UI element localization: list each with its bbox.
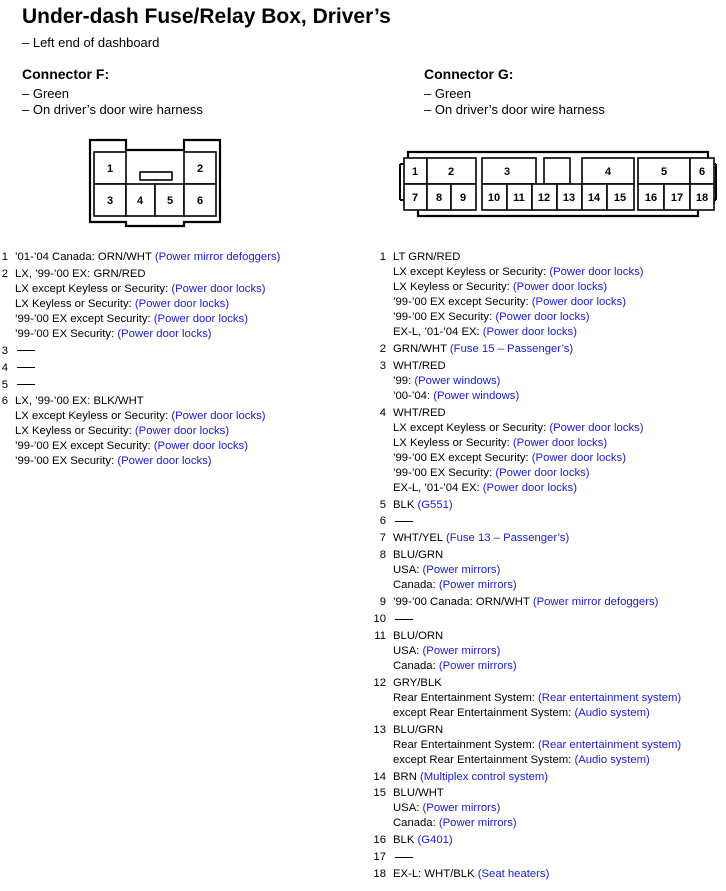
circuit-text: WHT/YEL	[393, 532, 446, 545]
connector-g-pin-11	[372, 629, 681, 674]
circuit-text: ’01-’04 Canada: ORN/WHT	[15, 251, 155, 263]
pin-detail-line	[372, 451, 681, 466]
circuit-text: BRN	[393, 770, 420, 783]
connector-g-cavity-label: 3	[503, 166, 511, 178]
circuit-text: LX Keyless or Security:	[393, 436, 513, 449]
system-reference-link[interactable]: (Power door locks)	[482, 481, 577, 494]
connector-g-pin-2	[372, 342, 681, 357]
system-reference-link[interactable]: (Power door locks)	[171, 282, 266, 295]
pin-detail-line	[372, 310, 681, 325]
circuit-text: Rear Entertainment System:	[393, 738, 539, 751]
connector-g-pin-6	[372, 514, 681, 529]
connector-f-pin-1	[0, 250, 280, 265]
pin-detail-line	[372, 421, 681, 436]
pin-detail-line	[372, 578, 681, 593]
circuit-text: GRN/WHT	[393, 342, 450, 355]
circuit-text: ’99-’00 EX Security:	[15, 327, 118, 340]
system-reference-link[interactable]: (Power mirrors)	[438, 579, 517, 592]
circuit-text: Canada:	[393, 579, 439, 592]
pin-number: 4	[1, 361, 8, 374]
system-reference-link[interactable]: (Fuse 13 – Passenger’s)	[445, 532, 570, 545]
connector-g-pin-14	[372, 770, 681, 785]
circuit-text: ’99-’00 EX Security:	[15, 455, 118, 468]
pin-wire-line	[393, 770, 548, 785]
pin-detail-line	[372, 265, 681, 280]
circuit-text: ’99-’00 EX except Security:	[393, 451, 532, 464]
pin-detail-line	[372, 659, 681, 674]
pin-number: 14	[373, 770, 386, 783]
circuit-text: ’99:	[393, 374, 415, 387]
pin-detail-line	[372, 325, 681, 340]
connector-g-cavity-label: 15	[613, 192, 627, 204]
pin-number: 3	[379, 359, 386, 372]
circuit-text: BLU/WHT	[393, 787, 444, 800]
pin-detail-line	[372, 374, 681, 389]
circuit-text: ’99-’00 EX except Security:	[15, 440, 154, 453]
system-reference-link[interactable]: (Power door locks)	[495, 466, 590, 479]
pin-wire-line	[393, 629, 443, 644]
pin-number: 5	[1, 378, 8, 391]
connector-g-cavity-label: 6	[698, 166, 706, 178]
system-reference-link[interactable]: (Power door locks)	[153, 440, 248, 453]
connector-g-cavity-label: 8	[435, 192, 443, 204]
pin-detail-line	[372, 706, 681, 721]
connector-f-diagram	[88, 138, 224, 233]
connector-f-location: – On driver’s door wire harness	[22, 102, 203, 118]
pin-number: 6	[1, 395, 8, 408]
circuit-text: ’99-’00 EX Security:	[393, 311, 496, 323]
pin-wire-line	[15, 267, 146, 282]
empty-cavity-dash	[17, 367, 35, 368]
connector-f-cavity-label: 4	[136, 195, 144, 207]
connector-f-lock-tab	[140, 172, 172, 180]
circuit-text: LX Keyless or Security:	[15, 297, 135, 310]
system-reference-link[interactable]: (Power door locks)	[549, 421, 644, 434]
pin-detail-line	[372, 644, 681, 659]
circuit-text: BLU/ORN	[393, 629, 444, 642]
connector-g-cavity-label: 4	[604, 166, 612, 178]
pin-number: 17	[373, 851, 386, 864]
pin-number: 1	[379, 251, 386, 263]
system-reference-link[interactable]: (Power door locks)	[512, 281, 608, 293]
system-reference-link[interactable]: (Power mirror defoggers)	[154, 251, 281, 263]
connector-f-header	[22, 66, 203, 117]
pin-detail-line	[0, 327, 280, 342]
connector-f-cavity-label: 1	[106, 163, 114, 175]
pin-number: 8	[379, 549, 386, 562]
pin-number: 2	[379, 342, 386, 355]
empty-cavity-dash	[395, 521, 413, 522]
system-reference-link[interactable]: (Audio system)	[574, 753, 650, 766]
circuit-text: LX except Keyless or Security:	[15, 282, 172, 295]
circuit-text: USA:	[393, 644, 423, 657]
circuit-text: Canada:	[393, 817, 439, 830]
connector-g-cavity-label: 11	[513, 192, 525, 204]
connector-g-pin-list	[372, 250, 681, 884]
connector-g-header	[424, 66, 605, 117]
connector-g-cavity-label: 17	[670, 192, 684, 204]
connector-g-pin-8	[372, 548, 681, 593]
connector-g-pin-18	[372, 867, 681, 882]
connector-g-cavity-label: 14	[587, 192, 601, 204]
pin-wire-line	[393, 548, 443, 563]
pin-number: 12	[373, 676, 386, 689]
system-reference-link[interactable]: (Power mirrors)	[422, 802, 501, 815]
connector-g-pin-12	[372, 676, 681, 721]
pin-detail-line	[372, 801, 681, 816]
pin-number: 5	[379, 498, 386, 511]
connector-g-pin-4	[372, 406, 681, 496]
circuit-text: LX except Keyless or Security:	[393, 421, 550, 434]
empty-cavity-dash	[17, 384, 35, 385]
connector-g-pin-16	[372, 833, 681, 848]
connector-g-pin-5	[372, 498, 681, 513]
empty-cavity-dash	[17, 350, 35, 351]
circuit-text: except Rear Entertainment System:	[393, 706, 575, 719]
system-reference-link[interactable]: (Power mirrors)	[438, 817, 517, 830]
circuit-text: EX-L, ’01-’04 EX:	[393, 326, 483, 338]
connector-g-pin-1	[372, 250, 681, 340]
system-reference-link[interactable]: (Power mirrors)	[438, 659, 517, 672]
pin-wire-line	[393, 867, 549, 882]
system-reference-link[interactable]: (Power door locks)	[134, 425, 230, 438]
circuit-text: LX, ’99-’00 EX: BLK/WHT	[15, 395, 144, 408]
pin-wire-line	[393, 850, 413, 865]
connector-g-cavity-label: 5	[660, 166, 668, 178]
circuit-text: GRY/BLK	[393, 676, 442, 689]
circuit-text: LX, ’99-’00 EX: GRN/RED	[15, 267, 146, 280]
system-reference-link[interactable]: (Power door locks)	[153, 312, 248, 325]
circuit-text: LX Keyless or Security:	[393, 281, 513, 293]
pin-wire-line	[393, 723, 443, 738]
pin-wire-line	[393, 833, 453, 848]
pin-number: 1	[1, 251, 8, 263]
pin-detail-line	[372, 481, 681, 496]
circuit-text: ’00-’04:	[393, 389, 434, 402]
pin-wire-line	[15, 394, 144, 409]
connector-g-cavity-label: 7	[411, 192, 419, 204]
circuit-text: USA:	[393, 564, 423, 577]
system-reference-link[interactable]: (Multiplex control system)	[420, 770, 549, 783]
connector-f-cavity-label: 5	[166, 195, 174, 207]
connector-g-cavity-label: 10	[487, 192, 501, 204]
system-reference-link[interactable]: (Power mirrors)	[422, 644, 501, 657]
connector-g-cavity-empty	[544, 158, 570, 184]
pin-wire-line	[15, 250, 280, 265]
connector-f-pin-2	[0, 267, 280, 342]
connector-g-pin-9	[372, 595, 681, 610]
pin-wire-line	[15, 378, 35, 393]
pin-wire-line	[393, 786, 444, 801]
circuit-text: Canada:	[393, 659, 439, 672]
pin-number: 11	[374, 629, 386, 642]
system-reference-link[interactable]: (Power windows)	[414, 374, 501, 387]
system-reference-link[interactable]: (G401)	[417, 834, 453, 847]
connector-g-diagram	[398, 150, 718, 223]
pin-detail-line	[372, 753, 681, 768]
pin-wire-line	[393, 342, 573, 357]
system-reference-link[interactable]: (Power door locks)	[117, 455, 212, 468]
connector-g-location: – On driver’s door wire harness	[424, 102, 605, 118]
circuit-text: ’99-’00 EX Security:	[393, 466, 496, 479]
connector-g-color: – Green	[424, 86, 605, 102]
pin-number: 16	[373, 834, 386, 847]
pin-wire-line	[393, 531, 569, 546]
connector-g-title: Connector G:	[424, 66, 514, 82]
connector-g-pin-7	[372, 531, 681, 546]
page-title: Under-dash Fuse/Relay Box, Driver’s	[22, 5, 391, 28]
connector-g-pin-17	[372, 850, 681, 865]
pin-detail-line	[372, 295, 681, 310]
circuit-text: ’99-’00 EX except Security:	[15, 312, 154, 325]
pin-number: 15	[373, 787, 386, 800]
pin-wire-line	[393, 406, 446, 421]
page-subtitle: – Left end of dashboard	[22, 35, 160, 50]
system-reference-link[interactable]: (Power door locks)	[117, 327, 212, 340]
connector-g-cavity-label: 16	[644, 192, 658, 204]
circuit-text: ’99-’00 Canada: ORN/WHT	[393, 596, 533, 609]
pin-number: 2	[1, 267, 8, 280]
connector-g-cavity-label: 2	[447, 166, 455, 178]
pin-detail-line	[0, 312, 280, 327]
pin-wire-line	[393, 359, 446, 374]
system-reference-link[interactable]: (Power mirror defoggers)	[532, 596, 659, 609]
pin-detail-line	[372, 436, 681, 451]
connector-g-cavity-label: 18	[695, 192, 709, 204]
pin-number: 3	[1, 344, 8, 357]
connector-f-pin-4	[0, 361, 280, 376]
pin-number: 9	[379, 596, 386, 609]
pin-detail-line	[372, 816, 681, 831]
connector-f-cavity-label: 3	[106, 195, 114, 207]
connector-f-cavity-label: 6	[196, 195, 204, 207]
pin-detail-line	[372, 280, 681, 295]
connector-f-cavity-label: 2	[196, 163, 204, 175]
circuit-text: LX except Keyless or Security:	[393, 266, 550, 278]
connector-f-pin-6	[0, 394, 280, 469]
circuit-text: BLK	[393, 834, 418, 847]
pin-number: 4	[379, 406, 386, 419]
circuit-text: BLU/GRN	[393, 549, 444, 562]
pin-wire-line	[393, 595, 658, 610]
pin-wire-line	[393, 498, 453, 513]
system-reference-link[interactable]: (Power door locks)	[171, 410, 266, 423]
system-reference-link[interactable]: (Power mirrors)	[422, 564, 501, 577]
pin-detail-line	[372, 691, 681, 706]
system-reference-link[interactable]: (Power door locks)	[134, 297, 230, 310]
connector-g-pin-3	[372, 359, 681, 404]
connector-g-cavity-label: 13	[562, 192, 576, 204]
pin-detail-line	[0, 424, 280, 439]
system-reference-link[interactable]: (G551)	[417, 498, 453, 511]
pin-wire-line	[393, 514, 413, 529]
system-reference-link[interactable]: (Power windows)	[433, 389, 520, 402]
circuit-text: ’99-’00 EX except Security:	[393, 296, 532, 308]
system-reference-link[interactable]: (Audio system)	[574, 706, 650, 719]
pin-detail-line	[0, 454, 280, 469]
circuit-text: BLK	[393, 498, 418, 511]
system-reference-link[interactable]: (Rear entertainment system)	[538, 738, 682, 751]
connector-g-pin-13	[372, 723, 681, 768]
pin-wire-line	[393, 676, 442, 691]
connector-g-cavity-label: 1	[411, 166, 419, 178]
system-reference-link[interactable]: (Power door locks)	[549, 266, 644, 278]
connector-f-color: – Green	[22, 86, 203, 102]
pin-wire-line	[393, 250, 460, 265]
circuit-text: EX-L, ’01-’04 EX:	[393, 481, 483, 494]
pin-detail-line	[0, 409, 280, 424]
circuit-text: USA:	[393, 802, 423, 815]
pin-detail-line	[372, 738, 681, 753]
pin-detail-line	[0, 439, 280, 454]
system-reference-link[interactable]: (Power door locks)	[531, 451, 626, 464]
circuit-text: EX-L: WHT/BLK	[393, 868, 478, 881]
system-reference-link[interactable]: (Fuse 15 – Passenger’s)	[449, 342, 574, 355]
circuit-text: LT GRN/RED	[393, 251, 461, 263]
pin-number: 6	[379, 515, 386, 528]
circuit-text: BLU/GRN	[393, 723, 444, 736]
system-reference-link[interactable]: (Power door locks)	[495, 311, 590, 323]
connector-g-pin-15	[372, 786, 681, 831]
connector-g-cavity-label: 9	[459, 192, 467, 204]
pin-number: 13	[373, 723, 386, 736]
pin-detail-line	[0, 282, 280, 297]
pin-detail-line	[372, 466, 681, 481]
empty-cavity-dash	[395, 857, 413, 858]
connector-f-title: Connector F:	[22, 66, 110, 82]
pin-detail-line	[0, 297, 280, 312]
connector-f-pin-3	[0, 344, 280, 359]
circuit-text: LX except Keyless or Security:	[15, 410, 172, 423]
pin-wire-line	[15, 344, 35, 359]
circuit-text: WHT/RED	[393, 359, 446, 372]
circuit-text: except Rear Entertainment System:	[393, 753, 575, 766]
pin-wire-line	[393, 612, 413, 627]
connector-f-pin-5	[0, 378, 280, 393]
pin-detail-line	[372, 389, 681, 404]
system-reference-link[interactable]: (Power door locks)	[482, 326, 577, 338]
connector-g-cavity-label: 12	[537, 192, 551, 204]
circuit-text: WHT/RED	[393, 406, 446, 419]
connector-f-pin-list	[0, 250, 280, 471]
pin-detail-line	[372, 563, 681, 578]
pin-wire-line	[15, 361, 35, 376]
system-reference-link[interactable]: (Power door locks)	[512, 436, 608, 449]
pin-number: 7	[379, 532, 386, 545]
empty-cavity-dash	[395, 619, 413, 620]
circuit-text: Rear Entertainment System:	[393, 691, 539, 704]
pin-number: 18	[373, 868, 386, 881]
circuit-text: LX Keyless or Security:	[15, 425, 135, 438]
connector-g-pin-10	[372, 612, 681, 627]
system-reference-link[interactable]: (Power door locks)	[531, 296, 626, 308]
system-reference-link[interactable]: (Seat heaters)	[477, 868, 550, 881]
pin-number: 10	[373, 613, 386, 626]
system-reference-link[interactable]: (Rear entertainment system)	[538, 691, 682, 704]
